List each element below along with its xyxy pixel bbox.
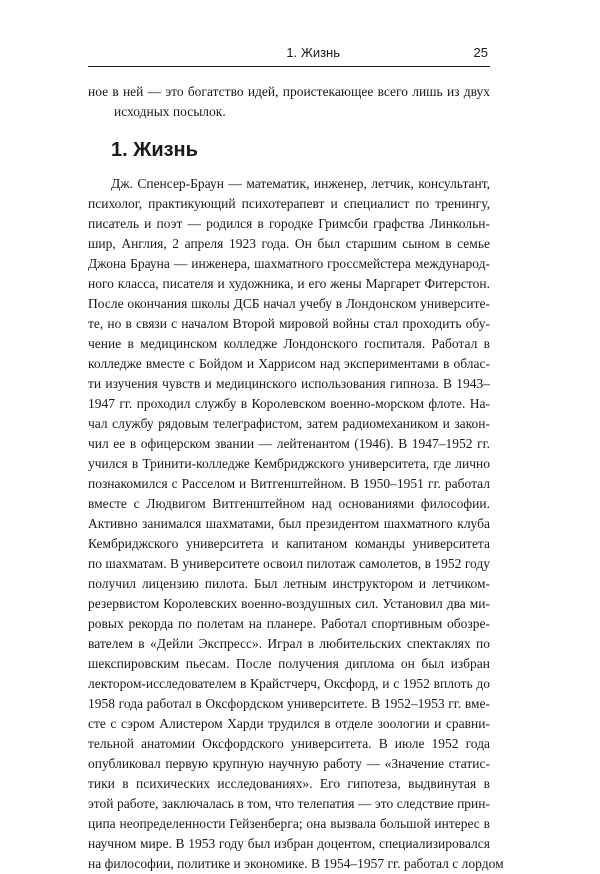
text-line: Джона Брауна — инженера, шахматного гроссмейстера международ- bbox=[88, 256, 490, 271]
text-line: тельной анатомии Оксфордского университета. В июле 1952 года bbox=[88, 736, 490, 751]
text-line: резервистом Королевских военно-воздушных сил. Установил два ми- bbox=[88, 596, 490, 611]
text-line: ного класса, писателя и художника, и его жены Маргарет Фитерстон. bbox=[88, 276, 490, 291]
text-line: чение в медицинском колледже Лондонского госпиталя. Работал в bbox=[88, 336, 490, 351]
text-line: те, но в связи с началом Второй мировой войны стал проходить обу- bbox=[88, 316, 490, 331]
text-line: После окончания школы ДСБ начал учебу в Лондонском университе- bbox=[88, 296, 490, 311]
text-line: 1958 года работал в Оксфордском университете. В 1952–1953 гг. вме- bbox=[88, 696, 490, 711]
text-line: ровых рекорда по полетам на планере. Работал спортивным обозре- bbox=[88, 616, 490, 631]
text-line: учился в Тринити-колледже Кембриджского университета, где лично bbox=[88, 456, 490, 471]
text-line: шекспировским пьесам. После получения диплома он был избран bbox=[88, 656, 490, 671]
carryover-paragraph bbox=[88, 82, 490, 122]
text-line: по шахматам. В университете освоил пилотаж самолетов, в 1952 году bbox=[88, 556, 490, 571]
text-line: 1947 гг. проходил службу в Королевском военно-морском флоте. На- bbox=[88, 396, 490, 411]
text-line: вместе с Людвигом Витгенштейном над основаниями философии. bbox=[88, 496, 490, 511]
text-line: ти изучения чувств и медицинского использования гипноза. В 1943– bbox=[88, 376, 490, 391]
page-number: 25 bbox=[473, 45, 488, 60]
text-line: на философии, политике и экономике. В 1954–1957 гг. работал с лордом bbox=[88, 856, 504, 871]
text-line: получил лицензию пилота. Был летным инструктором и летчиком- bbox=[88, 576, 490, 591]
text-line: ципа неопределенности Гейзенберга; она вызвала большой интерес в bbox=[88, 816, 490, 831]
text-line: научном мире. В 1953 году был избран доцентом, специализировался bbox=[88, 836, 490, 851]
running-title: 1. Жизнь bbox=[286, 45, 340, 60]
text-line: вателем в «Дейли Экспресс». Играл в любительских спектаклях по bbox=[88, 636, 490, 651]
text-line: колледже вместе с Бойдом и Харрисом над экспериментами в облас- bbox=[88, 356, 490, 371]
text-line: Дж. Спенсер-Браун — математик, инженер, летчик, консультант, bbox=[111, 176, 490, 191]
text-line: психолог, практикующий психотерапевт и специалист по тренингу, bbox=[88, 196, 490, 211]
section-paragraph bbox=[88, 174, 504, 874]
text-line: исходных посылок. bbox=[114, 104, 226, 119]
text-line: шир, Англия, 2 апреля 1923 года. Он был старшим сыном в семье bbox=[88, 236, 490, 251]
text-line: чил ее в офицерском звании — лейтенантом (1946). В 1947–1952 гг. bbox=[88, 436, 490, 451]
page-body bbox=[88, 82, 504, 874]
section-heading: 1. Жизнь bbox=[111, 139, 198, 161]
text-line: сте с сэром Алистером Харди трудился в отделе зоологии и сравни- bbox=[88, 716, 490, 731]
text-line: Кембриджского университета и капитаном команды университета bbox=[88, 536, 490, 551]
text-line: этой работе, заключалась в том, что телепатия — это следствие прин- bbox=[88, 796, 490, 811]
text-line: чал службу рядовым телеграфистом, затем радиомехаником и закон- bbox=[88, 416, 490, 431]
text-line: опубликовал первую крупную научную работу — «Значение статис- bbox=[88, 756, 490, 771]
running-header bbox=[88, 40, 490, 67]
text-line: познакомился с Расселом и Витгенштейном. В 1950–1951 гг. работал bbox=[88, 476, 490, 491]
text-line: тики в психических исследованиях». Его гипотеза, выдвинутая в bbox=[88, 776, 490, 791]
text-line: Активно занимался шахматами, был президентом шахматного клуба bbox=[88, 516, 490, 531]
text-line: писатель и поэт — родился в городке Гримсби графства Линкольн- bbox=[88, 216, 490, 231]
text-line: лектором-исследователем в Крайстчерч, Оксфорд, и с 1952 вплоть до bbox=[88, 676, 490, 691]
text-line: ное в ней — это богатство идей, проистекающее всего лишь из двух bbox=[88, 84, 490, 99]
